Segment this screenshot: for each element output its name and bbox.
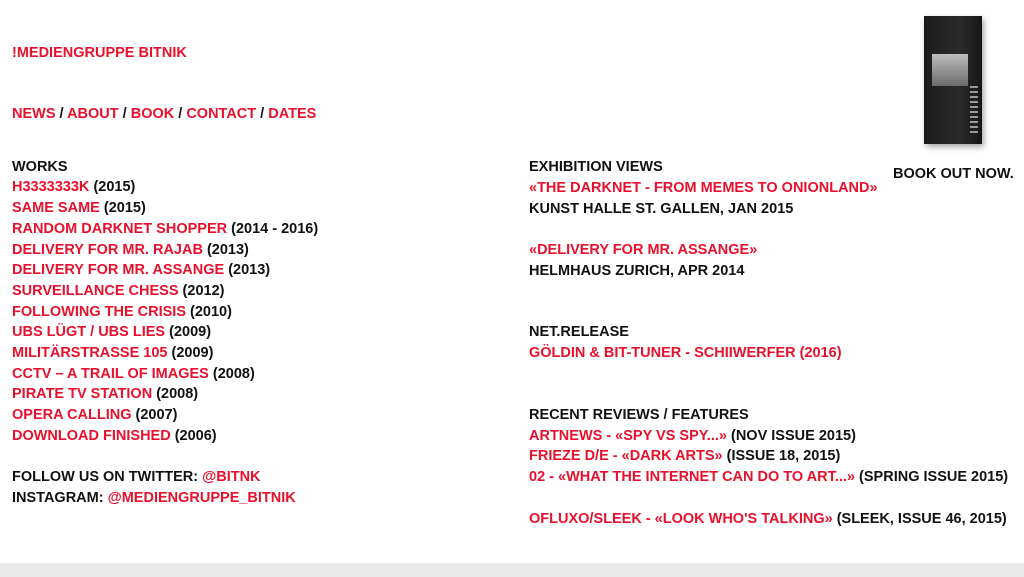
work-item <box>12 260 270 280</box>
work-year: (2009) <box>171 345 214 361</box>
review-link[interactable]: 02 - «WHAT THE INTERNET CAN DO TO ART...» <box>529 469 856 485</box>
work-year: (2008) <box>212 366 255 382</box>
work-year: (2013) <box>206 242 249 258</box>
review-note: (NOV ISSUE 2015) <box>731 428 856 444</box>
work-year: (2015) <box>103 200 146 216</box>
nav-book[interactable]: BOOK <box>130 106 175 122</box>
work-link[interactable]: DOWNLOAD FINISHED <box>12 428 171 444</box>
work-link[interactable]: FOLLOWING THE CRISIS <box>12 304 186 320</box>
review-link[interactable]: OFLUXO/SLEEK - «LOOK WHO'S TALKING» <box>529 511 833 527</box>
work-year: (2007) <box>135 407 178 423</box>
exhibition-venue: HELMHAUS ZURICH, APR 2014 <box>529 263 745 279</box>
exhibition-link[interactable]: «DELIVERY FOR MR. ASSANGE» <box>529 242 758 258</box>
review-item <box>529 509 1009 530</box>
works-heading: WORKS <box>12 159 68 175</box>
work-link[interactable]: RANDOM DARKNET SHOPPER <box>12 221 228 237</box>
work-item <box>12 302 232 322</box>
nav-about[interactable]: ABOUT <box>67 106 119 122</box>
work-link[interactable]: MILITÄRSTRASSE 105 <box>12 345 168 361</box>
nav-separator: / <box>122 106 127 122</box>
work-item <box>12 219 318 239</box>
reviews-heading: RECENT REVIEWS / FEATURES <box>529 407 749 423</box>
work-year: (2013) <box>228 262 271 278</box>
work-year: (2014 - 2016) <box>231 221 319 237</box>
work-link[interactable]: H3333333K <box>12 179 90 195</box>
book-cover-photo <box>932 54 968 86</box>
work-link[interactable]: DELIVERY FOR MR. ASSANGE <box>12 262 225 278</box>
exhibition-heading: EXHIBITION VIEWS <box>529 159 663 175</box>
twitter-line <box>12 467 261 487</box>
work-item <box>12 426 217 446</box>
review-link[interactable]: ARTNEWS - «SPY VS SPY...» <box>529 428 727 444</box>
twitter-label: FOLLOW US ON TWITTER: <box>12 469 199 485</box>
page-bottom-edge <box>0 563 1024 577</box>
work-year: (2015) <box>93 179 136 195</box>
nav-separator: / <box>260 106 265 122</box>
work-link[interactable]: SAME SAME <box>12 200 100 216</box>
review-note: (SLEEK, ISSUE 46, 2015) <box>836 511 1007 527</box>
site-logo-link[interactable]: !MEDIENGRUPPE BITNIK <box>12 45 187 61</box>
nav-contact[interactable]: CONTACT <box>186 106 257 122</box>
work-item <box>12 177 135 197</box>
nav-dates[interactable]: DATES <box>268 106 317 122</box>
work-item <box>12 198 146 218</box>
exhibition-venue: KUNST HALLE ST. GALLEN, JAN 2015 <box>529 201 794 217</box>
review-item <box>529 426 856 446</box>
work-item <box>12 322 211 342</box>
work-item <box>12 384 198 404</box>
work-year: (2009) <box>169 324 212 340</box>
nav-news[interactable]: NEWS <box>12 106 56 122</box>
work-year: (2006) <box>174 428 217 444</box>
work-item <box>12 281 224 301</box>
work-item <box>12 240 249 260</box>
review-note: (ISSUE 18, 2015) <box>726 448 841 464</box>
work-year: (2008) <box>156 386 199 402</box>
work-link[interactable]: SURVEILLANCE CHESS <box>12 283 179 299</box>
review-note: (SPRING ISSUE 2015) <box>859 469 1009 485</box>
nav-separator: / <box>178 106 183 122</box>
work-item <box>12 343 213 363</box>
work-item <box>12 405 177 425</box>
review-item <box>529 467 1009 488</box>
work-link[interactable]: OPERA CALLING <box>12 407 132 423</box>
book-cover-image[interactable] <box>924 16 982 144</box>
net-release-link[interactable]: GÖLDIN & BIT-TUNER - SCHIIWERFER (2016) <box>529 345 842 361</box>
work-link[interactable]: PIRATE TV STATION <box>12 386 153 402</box>
instagram-link[interactable]: @MEDIENGRUPPE_BITNIK <box>107 490 296 506</box>
work-link[interactable]: UBS LÜGT / UBS LIES <box>12 324 166 340</box>
book-out-now-caption: BOOK OUT NOW. <box>893 166 1014 182</box>
instagram-line <box>12 488 296 508</box>
work-link[interactable]: CCTV – A TRAIL OF IMAGES <box>12 366 209 382</box>
work-year: (2010) <box>190 304 232 320</box>
exhibition-link[interactable]: «THE DARKNET - FROM MEMES TO ONIONLAND» <box>529 180 878 196</box>
review-link[interactable]: FRIEZE D/E - «DARK ARTS» <box>529 448 723 464</box>
work-link[interactable]: DELIVERY FOR MR. RAJAB <box>12 242 203 258</box>
nav-separator: / <box>59 106 64 122</box>
twitter-link[interactable]: @BITNK <box>202 469 261 485</box>
main-nav <box>12 106 316 122</box>
review-item <box>529 446 840 466</box>
instagram-label: INSTAGRAM: <box>12 490 104 506</box>
net-release-heading: NET.RELEASE <box>529 324 629 340</box>
work-year: (2012) <box>182 283 225 299</box>
work-item <box>12 364 255 384</box>
book-cover-title-graphic <box>970 86 978 136</box>
